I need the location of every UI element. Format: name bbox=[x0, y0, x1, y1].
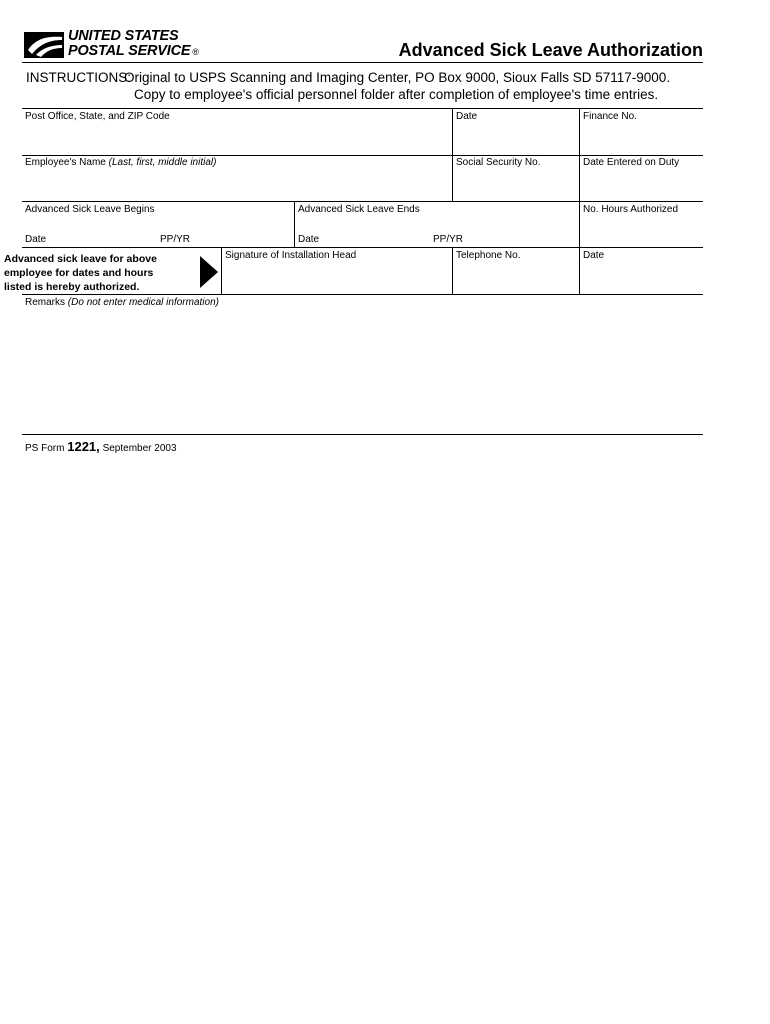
post-office-field[interactable]: Post Office, State, and ZIP Code bbox=[25, 111, 170, 122]
footer-divider bbox=[22, 434, 703, 435]
form-title: Advanced Sick Leave Authorization bbox=[398, 40, 703, 60]
eagle-icon bbox=[22, 28, 66, 62]
remarks-hint: (Do not enter medical information) bbox=[67, 297, 219, 308]
date-entered-field[interactable]: Date Entered on Duty bbox=[583, 157, 680, 168]
hours-authorized-field[interactable]: No. Hours Authorized bbox=[583, 204, 679, 215]
form-prefix: PS Form bbox=[25, 443, 65, 454]
logo-line-1: UNITED STATES bbox=[68, 28, 179, 44]
grid-line bbox=[22, 294, 703, 295]
grid-line bbox=[579, 108, 580, 295]
leave-ends-field[interactable]: Advanced Sick Leave Ends bbox=[298, 204, 420, 215]
ends-ppyr-label: PP/YR bbox=[433, 234, 464, 245]
leave-begins-field[interactable]: Advanced Sick Leave Begins bbox=[25, 204, 155, 215]
instructions-label: INSTRUCTIONS: bbox=[26, 70, 132, 85]
grid-line bbox=[452, 108, 453, 201]
registered-mark: ® bbox=[192, 47, 199, 57]
form-footer bbox=[25, 439, 177, 454]
usps-logo bbox=[22, 28, 212, 64]
logo-line-2 bbox=[68, 44, 199, 60]
begins-date-label: Date bbox=[25, 234, 47, 245]
telephone-field[interactable]: Telephone No. bbox=[456, 250, 521, 261]
sign-date-field[interactable]: Date bbox=[583, 250, 605, 261]
remarks-label: Remarks bbox=[25, 297, 66, 308]
finance-no-field[interactable]: Finance No. bbox=[583, 111, 637, 122]
grid-line bbox=[294, 201, 295, 247]
date-field[interactable]: Date bbox=[456, 111, 478, 122]
signature-field[interactable]: Signature of Installation Head bbox=[225, 250, 357, 261]
grid-line bbox=[221, 247, 222, 295]
instructions-line-2: Copy to employee's official personnel folder after completion of employee's time entries. bbox=[134, 87, 659, 102]
form-date: September 2003 bbox=[102, 443, 177, 454]
employee-name-field[interactable] bbox=[25, 157, 216, 168]
grid-line bbox=[22, 201, 703, 202]
logo-line-2-text: POSTAL SERVICE bbox=[68, 43, 191, 59]
remarks-field[interactable] bbox=[25, 297, 219, 308]
grid-line bbox=[22, 247, 703, 248]
form-number: 1221, bbox=[67, 439, 100, 454]
ssn-field[interactable]: Social Security No. bbox=[456, 157, 541, 168]
grid-line bbox=[452, 247, 453, 295]
begins-ppyr-label: PP/YR bbox=[160, 234, 191, 245]
ends-date-label: Date bbox=[298, 234, 320, 245]
instructions-line-1: Original to USPS Scanning and Imaging Center, PO Box 9000, Sioux Falls SD 57117-9000. bbox=[124, 70, 671, 85]
arrow-right-icon bbox=[200, 256, 218, 288]
employee-name-label: Employee's Name bbox=[25, 157, 106, 168]
grid-line bbox=[22, 108, 703, 109]
employee-name-hint: (Last, first, middle initial) bbox=[108, 157, 217, 168]
authorization-statement: Advanced sick leave for above employee for dates and hours listed is hereby authorized. bbox=[4, 253, 157, 293]
header-divider bbox=[22, 62, 703, 63]
grid-line bbox=[22, 155, 703, 156]
